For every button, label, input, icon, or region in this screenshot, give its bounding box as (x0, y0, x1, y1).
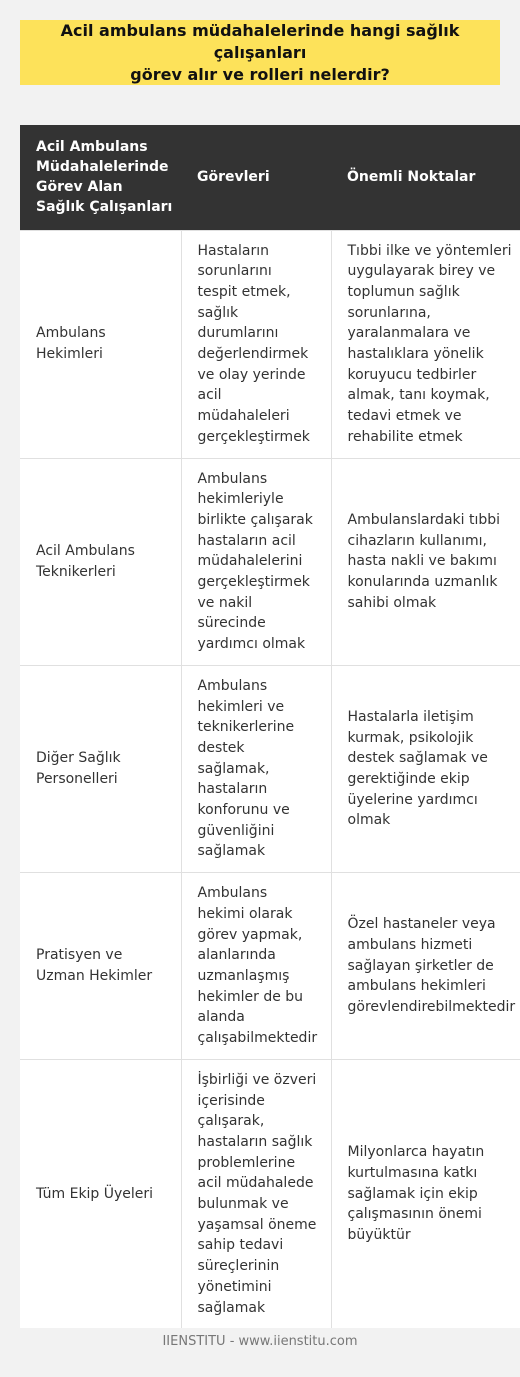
header-notes (331, 125, 520, 230)
page-title-banner (20, 20, 500, 85)
cell-text-line: güvenliğini (197, 822, 275, 839)
cell-duties (181, 458, 331, 665)
cell-text-line: çalışarak, (197, 1113, 265, 1130)
table-row (20, 873, 520, 1060)
cell-text-line: sahibi olmak (347, 594, 437, 611)
cell-text-line: gerçekleştirmek (197, 574, 310, 591)
cell-text-line: sağlamak, (197, 760, 270, 777)
cell-text-line: yaşamsal öneme (197, 1216, 317, 1233)
cell-text-line: hekimler de bu (197, 988, 304, 1005)
table-row (20, 665, 520, 872)
cell-text-line: süreçlerinin (197, 1258, 280, 1275)
cell-text-line: Personelleri (36, 771, 118, 788)
cell-position (20, 230, 181, 458)
cell-duties (181, 230, 331, 458)
cell-text-line: hastaların acil (197, 532, 296, 549)
cell-text-line: sağlamak için ekip (347, 1185, 478, 1202)
cell-text-line: ambulans hizmeti (347, 936, 473, 953)
cell-text-line: hekimi olarak (197, 905, 293, 922)
cell-text-line: çalışabilmektedir (197, 1030, 318, 1047)
cell-text-line: Önemli Noktalar (347, 169, 476, 186)
cell-text-line: Hekimleri (36, 346, 103, 363)
header-position (20, 125, 181, 230)
cell-text-line: Ambulans (197, 885, 268, 902)
cell-text-line: sorunlarını (197, 263, 272, 280)
page-title-line: Acil ambulans müdahalelerinde hangi sağlık çalışanları (60, 20, 460, 62)
cell-position (20, 1059, 181, 1328)
cell-text-line: tespit etmek, (197, 283, 291, 300)
cell-text-line: Acil Ambulans (36, 139, 148, 156)
cell-text-line: birlikte çalışarak (197, 511, 313, 528)
cell-text-line: uygulayarak birey ve (347, 263, 496, 280)
cell-text-line: destek (197, 739, 245, 756)
cell-text-line: cihazların kullanımı, (347, 532, 487, 549)
cell-text-line: Pratisyen ve (36, 947, 123, 964)
cell-position (20, 458, 181, 665)
cell-duties (181, 873, 331, 1060)
cell-text-line: destek sağlamak ve (347, 750, 488, 767)
page-title (34, 20, 486, 86)
cell-text-line: koruyucu tedbirler (347, 366, 477, 383)
cell-text-line: müdahalelerini (197, 553, 303, 570)
cell-text-line: değerlendirmek (197, 346, 309, 363)
table-body (20, 230, 520, 1328)
page-title-line: görev alır ve rolleri nelerdir? (130, 64, 390, 84)
cell-text-line: toplumun sağlık (347, 283, 460, 300)
cell-text-line: İşbirliği ve özveri (197, 1071, 317, 1088)
cell-text-line: tedavi etmek ve (347, 408, 462, 425)
cell-text-line: Özel hastaneler veya (347, 916, 496, 933)
cell-text-line: Diğer Sağlık (36, 750, 121, 767)
cell-text-line: müdahaleleri (197, 408, 290, 425)
cell-position (20, 873, 181, 1060)
cell-text-line: sahip tedavi (197, 1237, 284, 1254)
cell-text-line: hekimleri ve (197, 698, 285, 715)
cell-text-line: problemlerine (197, 1154, 296, 1171)
cell-text-line: görev yapmak, (197, 926, 303, 943)
cell-text-line: Hastalarla iletişim (347, 708, 474, 725)
cell-text-line: hekimleriyle (197, 491, 284, 508)
cell-text-line: bulunmak ve (197, 1196, 289, 1213)
cell-text-line: alanda (197, 1009, 245, 1026)
cell-text-line: Milyonlarca hayatın (347, 1144, 485, 1161)
cell-text-line: hastaların (197, 781, 268, 798)
cell-text-line: Görev Alan (36, 179, 123, 196)
cell-text-line: Tıbbi ilke ve yöntemleri (347, 242, 512, 259)
cell-text-line: kurtulmasına katkı (347, 1164, 478, 1181)
cell-text-line: acil (197, 387, 222, 404)
cell-text-line: Ambulanslardaki tıbbi (347, 511, 501, 528)
cell-text-line: teknikerlerine (197, 719, 295, 736)
cell-text-line: hasta nakli ve bakımı (347, 553, 497, 570)
cell-text-line: Müdahalelerinde (36, 159, 169, 176)
cell-text-line: yardımcı olmak (197, 636, 306, 653)
cell-text-line: Sağlık Çalışanları (36, 199, 173, 216)
header-duties (181, 125, 331, 230)
cell-text-line: alanlarında (197, 947, 276, 964)
cell-text-line: sürecinde (197, 615, 266, 632)
cell-text-line: Görevleri (197, 169, 270, 186)
cell-duties (181, 1059, 331, 1328)
cell-text-line: sağlamak (197, 1299, 266, 1316)
cell-text-line: ve nakil (197, 594, 253, 611)
cell-notes (331, 230, 520, 458)
cell-text-line: Ambulans (197, 677, 268, 694)
cell-text-line: içerisinde (197, 1092, 265, 1109)
cell-text-line: hastalıklara yönelik (347, 346, 484, 363)
cell-notes (331, 873, 520, 1060)
cell-text-line: üyelerine yardımcı (347, 791, 478, 808)
table-row (20, 230, 520, 458)
cell-text-line: yaralanmalara ve (347, 325, 471, 342)
cell-text-line: hastaların sağlık (197, 1133, 313, 1150)
cell-text-line: ve olay yerinde (197, 366, 306, 383)
cell-text-line: Ambulans (197, 470, 268, 487)
cell-text-line: gerektiğinde ekip (347, 771, 470, 788)
cell-text-line: sorunlarına, (347, 304, 431, 321)
cell-text-line: görevlendirebilmektedir (347, 999, 516, 1016)
cell-text-line: Tüm Ekip Üyeleri (36, 1185, 154, 1202)
table-header-row (20, 125, 520, 230)
footer-credit: IIENSTITU - www.iienstitu.com (162, 1334, 358, 1349)
cell-text-line: Hastaların (197, 242, 269, 259)
table-header (20, 125, 520, 230)
cell-text-line: rehabilite etmek (347, 428, 463, 445)
cell-text-line: Acil Ambulans (36, 542, 135, 559)
cell-text-line: sağlık (197, 304, 239, 321)
cell-text-line: ambulans hekimleri (347, 978, 486, 995)
cell-text-line: Uzman Hekimler (36, 968, 153, 984)
cell-text-line: sağlamak (197, 843, 266, 860)
cell-text-line: konularında uzmanlık (347, 574, 498, 591)
cell-text-line: sağlayan şirketler de (347, 957, 494, 974)
table-row (20, 1059, 520, 1328)
cell-notes (331, 458, 520, 665)
cell-text-line: durumlarını (197, 325, 279, 342)
cell-text-line: büyüktür (347, 1227, 411, 1244)
cell-text-line: çalışmasının önemi (347, 1206, 482, 1223)
cell-duties (181, 665, 331, 872)
table-row (20, 458, 520, 665)
cell-text-line: konforunu ve (197, 802, 290, 819)
cell-position (20, 665, 181, 872)
cell-text-line: Teknikerleri (36, 563, 116, 580)
cell-text-line: almak, tanı koymak, (347, 387, 490, 404)
cell-text-line: acil müdahalede (197, 1175, 314, 1192)
cell-text-line: Ambulans (36, 325, 106, 342)
cell-notes (331, 1059, 520, 1328)
cell-text-line: gerçekleştirmek (197, 428, 310, 445)
roles-table (20, 125, 520, 1328)
cell-text-line: kurmak, psikolojik (347, 729, 474, 746)
cell-text-line: uzmanlaşmış (197, 968, 290, 984)
cell-text-line: yönetimini (197, 1278, 272, 1295)
cell-text-line: olmak (347, 812, 391, 829)
cell-notes (331, 665, 520, 872)
